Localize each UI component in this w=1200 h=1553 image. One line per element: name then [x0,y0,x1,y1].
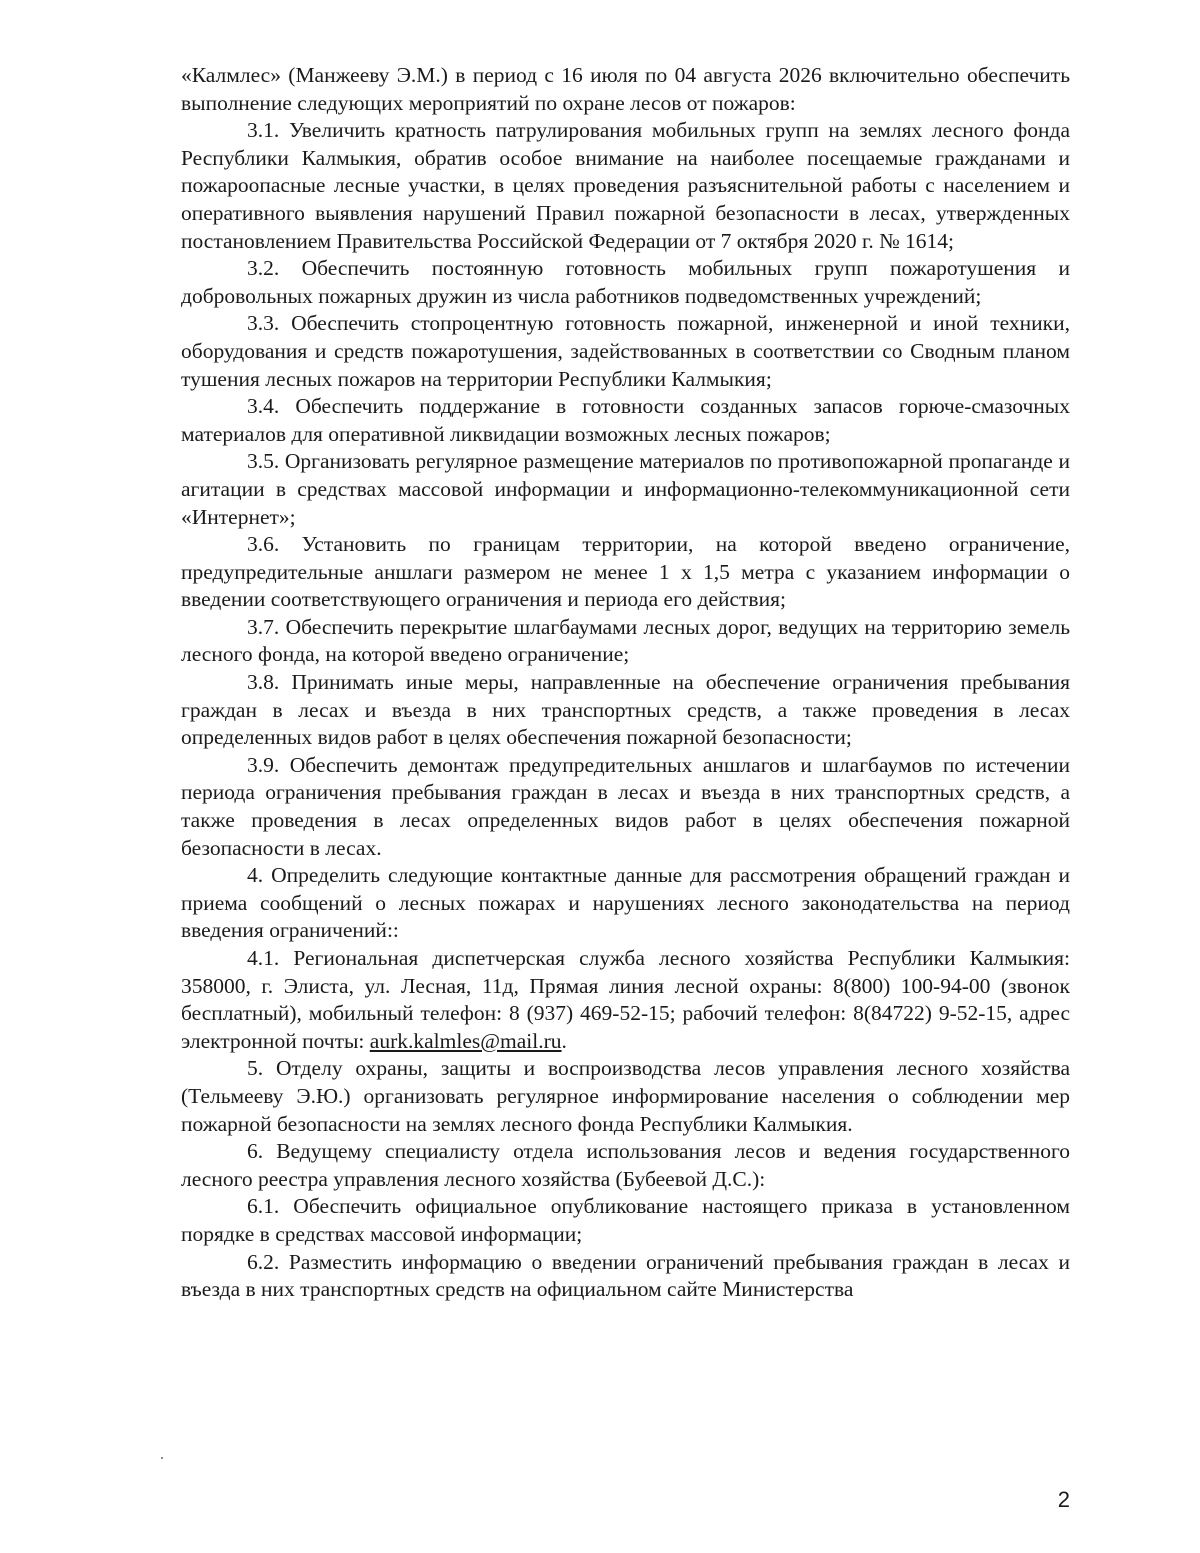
paragraph-4-1-tail: . [561,1028,567,1053]
paragraph-5: 5. Отделу охраны, защиты и воспроизводства лесов управления лесного хозяйства (Тельмееву Э.Ю.) организовать регулярное информирование населения о соблюдении мер пожарной безопасности на землях лесного фонда Республики Калмыкия. [181,1056,1070,1136]
page-number: 2 [1057,1487,1070,1512]
paragraph-3-3: 3.3. Обеспечить стопроцентную готовность пожарной, инженерной и иной техники, оборудования и средств пожаротушения, задействованных в соответствии со Сводным планом тушения лесных пожаров на территории Республики Калмыкия; [181,311,1070,391]
paragraph-intro: «Калмлес» (Манжееву Э.М.) в период с 16 июля по 04 августа 2026 включительно обеспечить выполнение следующих мероприятий по охране лесов от пожаров: [181,63,1070,115]
paragraph-3-8: 3.8. Принимать иные меры, направленные на обеспечение ограничения пребывания граждан в лесах и въезда в них транспортных средств, а также проведения в лесах определенных видов работ в целях обеспечения пожарной безопасности; [181,670,1070,750]
paragraph-3-9: 3.9. Обеспечить демонтаж предупредительных аншлагов и шлагбаумов по истечении периода ограничения пребывания граждан в лесах и въезда в них транспортных средств, а также проведения в лесах определенных видов работ в целях обеспечения пожарной безопасности в лесах. [181,752,1070,860]
paragraph-3-7: 3.7. Обеспечить перекрытие шлагбаумами лесных дорог, ведущих на территорию земель лесного фонда, на которой введено ограничение; [181,614,1070,667]
scan-speck [161,1457,163,1459]
paragraph-4: 4. Определить следующие контактные данные для рассмотрения обращений граждан и приема сообщений о лесных пожарах и нарушениях лесного законодательства на период введения ограничений:: [181,863,1070,943]
paragraph-3-1: 3.1. Увеличить кратность патрулирования мобильных групп на землях лесного фонда Республики Калмыкия, обратив особое внимание на наиболее посещаемые гражданами и пожароопасные лесные участки, в целях проведения разъяснительной работы с населением и оперативного выявления нарушений Правил пожарной безопасности в лесах, утвержденных постановлением Правительства Российской Федерации от 7 октября 2020 г. № 1614; [181,118,1070,253]
paragraph-4-1 [181,945,1070,1055]
paragraph-6-2: 6.2. Разместить информацию о введении ограничений пребывания граждан в лесах и въезда в них транспортных средств на официальном сайте Министерства [181,1249,1070,1302]
paragraph-6-1: 6.1. Обеспечить официальное опубликование настоящего приказа в установленном порядке в средствах массовой информации; [181,1194,1070,1246]
paragraph-3-6: 3.6. Установить по границам территории, на которой введено ограничение, предупредительные аншлаги размером не менее 1 х 1,5 метра с указанием информации о введении соответствующего ограничения и периода его действия; [181,532,1070,612]
paragraph-3-5: 3.5. Организовать регулярное размещение материалов по противопожарной пропаганде и агитации в средствах массовой информации и информационно-телекоммуникационной сети «Интернет»; [181,449,1070,529]
document-page [181,62,1070,1304]
paragraph-3-4: 3.4. Обеспечить поддержание в готовности созданных запасов горюче-смазочных материалов для оперативной ликвидации возможных лесных пожаров; [181,394,1070,446]
email-link[interactable]: aurk.kalmles@mail.ru [369,1028,562,1053]
paragraph-4-1-text: 4.1. Региональная диспетчерская служба лесного хозяйства Республики Калмыкия: 358000, г. Элиста, ул. Лесная, 11д, Прямая линия лесной охраны: 8(800) 100-94-00 (звонок бесплатный), мобильный телефон: 8 (937) 469-52-15; рабочий телефон: 8(84722) 9-52-15, адрес электронной почты: [181,946,1070,1053]
paragraph-3-2: 3.2. Обеспечить постоянную готовность мобильных групп пожаротушения и добровольных пожарных дружин из числа работников подведомственных учреждений; [181,256,1070,308]
paragraph-6: 6. Ведущему специалисту отдела использования лесов и ведения государственного лесного реестра управления лесного хозяйства (Бубеевой Д.С.): [181,1139,1070,1191]
